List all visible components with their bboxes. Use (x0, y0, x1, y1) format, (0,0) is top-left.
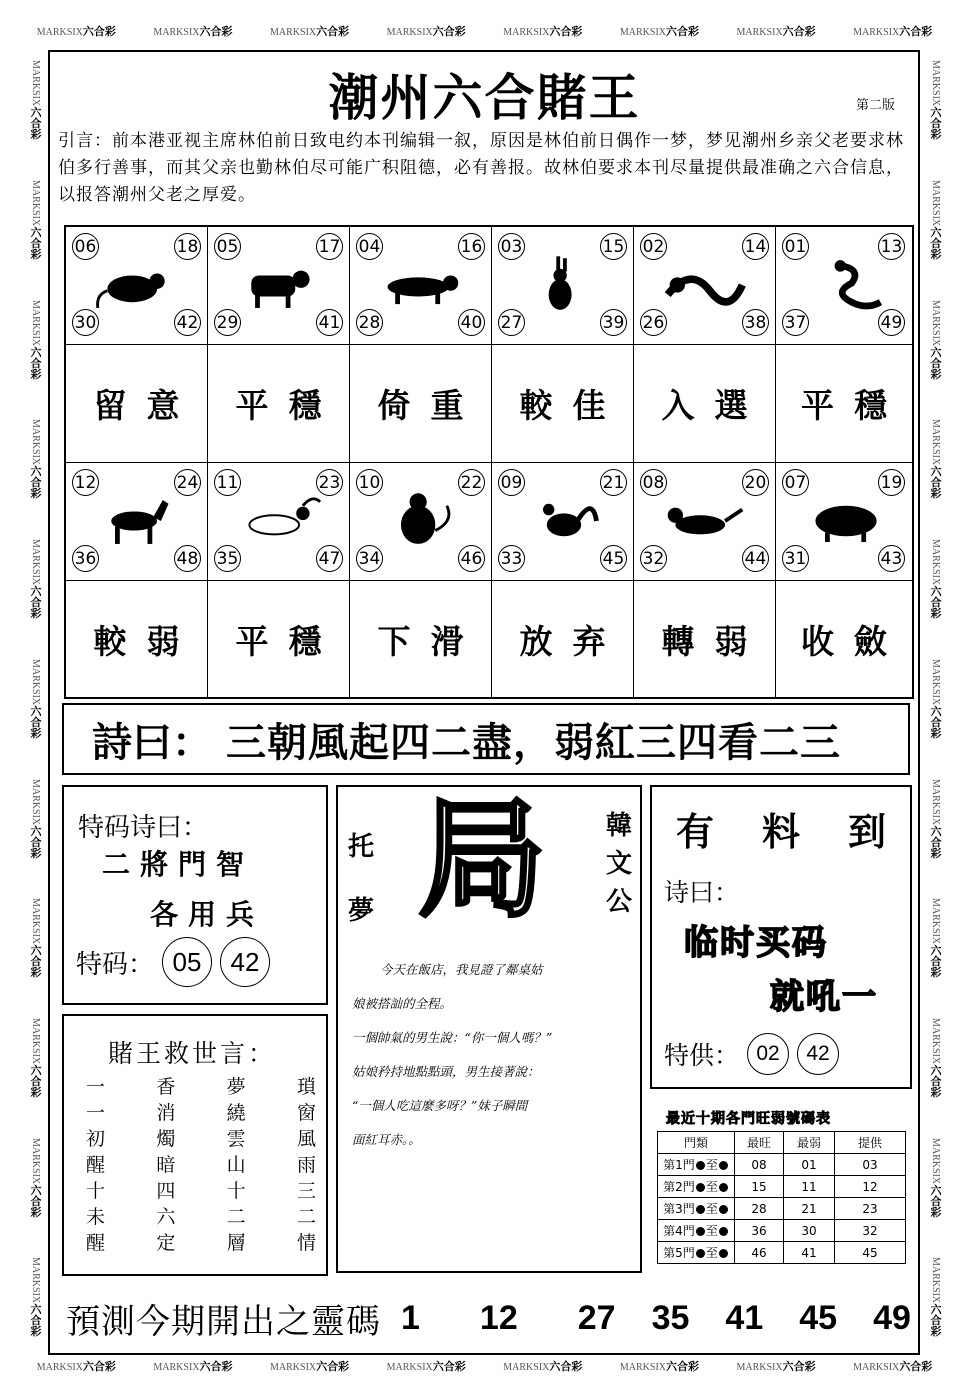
brand-mark: MARKSIX六合彩 (929, 299, 942, 379)
rooster-icon (520, 491, 606, 551)
prediction-number: 27 (577, 1298, 616, 1337)
brand-mark: MARKSIX六合彩 (29, 898, 42, 978)
brand-mark: MARKSIX六合彩 (29, 1018, 42, 1098)
dragon-icon (662, 255, 748, 315)
number-ball: 39 (600, 309, 627, 336)
number-ball: 27 (498, 309, 525, 336)
history-hot: 36 (735, 1220, 784, 1242)
saving-words-box (62, 1014, 328, 1276)
dream-right-char-3: 公 (605, 887, 632, 917)
dog-icon (662, 491, 748, 551)
dream-right-char-1: 韓 (605, 811, 632, 841)
saving-words-char: 二 (226, 1206, 246, 1228)
history-col-hot: 最旺 (735, 1132, 784, 1154)
saving-words-char: 層 (226, 1232, 246, 1254)
special-code-2: 42 (220, 937, 270, 987)
to-label: 至 (705, 1158, 718, 1172)
dream-box (336, 785, 642, 1273)
zodiac-cell (350, 463, 492, 581)
ball-icon (696, 1249, 705, 1258)
gate-label: 第4門 (663, 1224, 695, 1238)
status-text: 收斂 (801, 621, 907, 661)
history-gate (658, 1220, 735, 1242)
number-ball: 28 (356, 309, 383, 336)
number-ball: 42 (174, 309, 201, 336)
zodiac-cell (634, 463, 776, 581)
number-ball: 22 (458, 469, 485, 496)
brand-mark: MARKSIX六合彩 (736, 25, 816, 38)
number-ball: 30 (72, 309, 99, 336)
number-ball: 49 (878, 309, 905, 336)
number-ball: 11 (214, 469, 241, 496)
saving-words-char: 山 (226, 1154, 246, 1176)
gate-label: 第2門 (663, 1180, 695, 1194)
dream-left-char-1: 托 (348, 832, 375, 862)
saving-words-column (227, 1074, 246, 1256)
status-cell (208, 345, 350, 463)
edition-label: 第二版 (856, 98, 896, 113)
brand-mark: MARKSIX六合彩 (853, 1360, 933, 1373)
brand-mark: MARKSIX六合彩 (29, 180, 42, 260)
history-tip: 45 (835, 1242, 906, 1264)
brand-mark: MARKSIX六合彩 (503, 25, 583, 38)
prediction-number: 45 (799, 1298, 838, 1337)
saving-words-char: 雨 (296, 1154, 316, 1176)
ball-icon (696, 1227, 705, 1236)
story-line: 姑娘矜持地點點頭，男生接著說： (352, 1064, 540, 1079)
zodiac-cell (776, 227, 912, 345)
saving-words-char: 十 (86, 1180, 106, 1202)
special-code-label: 特码： (76, 949, 155, 980)
hot-box (650, 785, 912, 1089)
number-ball: 24 (174, 469, 201, 496)
pig-icon (804, 491, 890, 551)
intro-text: 引言：前本港亚视主席林伯前日致电约本刊编辑一叙，原因是林伯前日偶作一梦，梦见潮州乡亲父老要求林伯多行善事，而其父亲也勤林伯尽可能广积阻德，必有善报。故林伯要求本刊尽量提供最准确之六合信息，以报答潮州父老之厚爱。 (58, 131, 904, 205)
snake-icon (804, 255, 890, 315)
saving-words-char: 十 (226, 1180, 246, 1202)
number-ball: 35 (214, 545, 241, 572)
brand-mark: MARKSIX六合彩 (929, 1137, 942, 1217)
hot-special-label: 特供： (664, 1041, 740, 1070)
status-text: 轉弱 (661, 621, 768, 661)
history-row (658, 1176, 906, 1198)
brand-mark: MARKSIX六合彩 (29, 539, 42, 619)
number-ball: 07 (782, 469, 809, 496)
hot-header-char-1: 有 (676, 810, 715, 854)
history-gate (658, 1198, 735, 1220)
brand-mark: MARKSIX六合彩 (736, 1360, 816, 1373)
status-cell (634, 581, 776, 697)
brand-mark: MARKSIX六合彩 (153, 25, 233, 38)
hot-header-char-3: 到 (847, 810, 886, 854)
number-ball: 23 (316, 469, 343, 496)
number-ball: 18 (174, 233, 201, 260)
brand-mark: MARKSIX六合彩 (853, 25, 933, 38)
story-line: 娘被搭訕的全程。 (352, 996, 453, 1011)
to-label: 至 (705, 1180, 718, 1194)
saving-words-char: 情 (296, 1232, 316, 1254)
ball-icon (696, 1161, 705, 1170)
history-hot: 08 (735, 1154, 784, 1176)
ball-icon (719, 1227, 728, 1236)
poem-bar (62, 703, 910, 775)
prediction-row (66, 1293, 916, 1343)
status-cell (776, 581, 912, 697)
special-code-1: 05 (162, 937, 212, 987)
history-title: 最近十期各門旺弱號碼表 (666, 1111, 831, 1127)
brand-mark: MARKSIX六合彩 (29, 299, 42, 379)
brand-mark: MARKSIX六合彩 (29, 1137, 42, 1217)
tiger-icon (378, 255, 464, 315)
history-hot: 28 (735, 1198, 784, 1220)
status-text: 平穩 (235, 621, 342, 661)
number-ball: 44 (742, 545, 769, 572)
status-cell (208, 581, 350, 697)
brand-mark: MARKSIX六合彩 (929, 1018, 942, 1098)
status-cell (634, 345, 776, 463)
number-ball: 05 (214, 233, 241, 260)
number-ball: 36 (72, 545, 99, 572)
special-poem-box (62, 785, 328, 1005)
brand-mark: MARKSIX六合彩 (270, 1360, 350, 1373)
dream-left-char-2: 夢 (348, 896, 375, 926)
brand-mark: MARKSIX六合彩 (270, 25, 350, 38)
brand-mark: MARKSIX六合彩 (619, 1360, 699, 1373)
special-code-row (76, 937, 270, 987)
ball-icon (696, 1205, 705, 1214)
history-hot: 46 (735, 1242, 784, 1264)
number-ball: 02 (640, 233, 667, 260)
history-tip: 32 (835, 1220, 906, 1242)
brand-mark: MARKSIX六合彩 (386, 25, 466, 38)
number-ball: 41 (316, 309, 343, 336)
status-text: 較弱 (93, 621, 200, 661)
history-row (658, 1154, 906, 1176)
saving-words-column (156, 1074, 175, 1256)
number-ball: 29 (214, 309, 241, 336)
brand-mark: MARKSIX六合彩 (929, 539, 942, 619)
story-line: 面紅耳赤。。 (352, 1132, 421, 1147)
border-right (926, 40, 944, 1357)
number-ball: 45 (600, 545, 627, 572)
hot-poem-line2: 就吼一 (770, 977, 878, 1017)
number-ball: 08 (640, 469, 667, 496)
prediction-number: 41 (725, 1298, 764, 1337)
saving-words-char: 雲 (226, 1128, 246, 1150)
special-poem-line2: 各用兵 (150, 898, 265, 931)
zodiac-cell (492, 227, 634, 345)
history-weak: 21 (784, 1198, 835, 1220)
saving-words-char: 三 (296, 1180, 316, 1202)
saving-words-char: 二 (296, 1206, 316, 1228)
status-cell (492, 345, 634, 463)
prediction-number: 49 (873, 1298, 911, 1337)
number-ball: 01 (782, 233, 809, 260)
number-ball: 26 (640, 309, 667, 336)
number-ball: 12 (72, 469, 99, 496)
brand-mark: MARKSIX六合彩 (153, 1360, 233, 1373)
status-text: 放弃 (519, 621, 626, 661)
saving-words-char: 暗 (156, 1154, 176, 1176)
saving-words-char: 夢 (226, 1076, 246, 1098)
saving-words-char: 六 (156, 1206, 176, 1228)
hot-poem-line1: 临时买码 (684, 923, 828, 963)
gate-label: 第1門 (663, 1158, 695, 1172)
number-ball: 14 (742, 233, 769, 260)
history-header-row (658, 1132, 906, 1154)
history-col-gate: 門類 (658, 1132, 735, 1154)
history-weak: 30 (784, 1220, 835, 1242)
saving-words-char: 瑣 (296, 1076, 316, 1098)
number-ball: 03 (498, 233, 525, 260)
number-ball: 06 (72, 233, 99, 260)
zodiac-grid (64, 225, 914, 699)
story-line: 今天在飯店，我見證了鄰桌姑 (380, 962, 543, 977)
number-ball: 21 (600, 469, 627, 496)
prediction-numbers (401, 1299, 911, 1338)
saving-words-char: 定 (156, 1232, 176, 1254)
zodiac-cell (66, 463, 208, 581)
to-label: 至 (705, 1224, 718, 1238)
special-poem-line1: 二將門智 (102, 848, 255, 881)
brand-mark: MARKSIX六合彩 (29, 419, 42, 499)
zodiac-cell (776, 463, 912, 581)
saving-words-char: 醒 (86, 1232, 106, 1254)
saving-words-char: 窗 (296, 1102, 316, 1124)
history-col-tip: 提供 (835, 1132, 906, 1154)
history-weak: 11 (784, 1176, 835, 1198)
status-text: 入選 (661, 386, 768, 425)
number-ball: 15 (600, 233, 627, 260)
border-bottom (18, 1357, 951, 1375)
number-ball: 32 (640, 545, 667, 572)
hot-code-1: 02 (747, 1033, 789, 1075)
saving-words-char: 醒 (86, 1154, 106, 1176)
dream-left-text (348, 815, 374, 943)
brand-mark: MARKSIX六合彩 (386, 1360, 466, 1373)
brand-mark: MARKSIX六合彩 (929, 419, 942, 499)
status-cell (350, 581, 492, 697)
number-ball: 16 (458, 233, 485, 260)
history-col-weak: 最弱 (784, 1132, 835, 1154)
history-tip: 12 (835, 1176, 906, 1198)
number-ball: 38 (742, 309, 769, 336)
zodiac-cell (208, 463, 350, 581)
history-weak: 41 (784, 1242, 835, 1264)
history-row (658, 1242, 906, 1264)
number-ball: 40 (458, 309, 485, 336)
prediction-label: 預測今期開出之靈碼 (66, 1301, 381, 1342)
history-table (657, 1131, 906, 1264)
prediction-number: 35 (651, 1298, 690, 1337)
zodiac-cell (634, 227, 776, 345)
saving-words-char: 一 (86, 1102, 106, 1124)
border-left (26, 40, 44, 1357)
number-ball: 31 (782, 545, 809, 572)
number-ball: 04 (356, 233, 383, 260)
brand-mark: MARKSIX六合彩 (929, 1257, 942, 1337)
saving-words-char: 繞 (226, 1102, 246, 1124)
status-text: 較佳 (519, 386, 626, 425)
brand-mark: MARKSIX六合彩 (29, 60, 42, 140)
saving-words-char: 四 (156, 1180, 176, 1202)
ball-icon (719, 1205, 728, 1214)
number-ball: 19 (878, 469, 905, 496)
status-text: 平穩 (801, 386, 907, 425)
brand-mark: MARKSIX六合彩 (36, 25, 116, 38)
prediction-number: 12 (479, 1298, 518, 1337)
number-ball: 20 (742, 469, 769, 496)
history-weak: 01 (784, 1154, 835, 1176)
status-cell (776, 345, 912, 463)
zodiac-cell (492, 463, 634, 581)
to-label: 至 (705, 1246, 718, 1260)
history-row (658, 1198, 906, 1220)
saving-words-char: 燭 (156, 1128, 176, 1150)
status-cell (66, 345, 208, 463)
status-text: 倚重 (377, 386, 484, 425)
border-top (18, 22, 951, 40)
saving-words-column (86, 1074, 105, 1256)
saving-words-char: 未 (86, 1206, 106, 1228)
number-ball: 17 (316, 233, 343, 260)
page-title: 潮州六合賭王 (328, 68, 641, 127)
saving-words-char: 風 (296, 1128, 316, 1150)
horse-icon (94, 491, 180, 551)
number-ball: 48 (174, 545, 201, 572)
history-row (658, 1220, 906, 1242)
saving-words-columns (86, 1074, 316, 1256)
brand-mark: MARKSIX六合彩 (503, 1360, 583, 1373)
brand-mark: MARKSIX六合彩 (929, 658, 942, 739)
number-ball: 34 (356, 545, 383, 572)
brand-mark: MARKSIX六合彩 (29, 778, 42, 858)
history-tip: 23 (835, 1198, 906, 1220)
history-hot: 15 (735, 1176, 784, 1198)
brand-mark: MARKSIX六合彩 (29, 1257, 42, 1337)
ball-icon (719, 1249, 728, 1258)
saving-words-char: 初 (86, 1128, 106, 1150)
gate-label: 第5門 (663, 1246, 695, 1260)
hot-header (676, 801, 886, 856)
brand-mark: MARKSIX六合彩 (929, 778, 942, 858)
saving-words-char: 消 (156, 1102, 176, 1124)
goat-icon (236, 491, 322, 551)
saving-words-title: 賭王救世言： (108, 1039, 277, 1068)
zodiac-cell (66, 227, 208, 345)
brand-mark: MARKSIX六合彩 (29, 658, 42, 739)
number-ball: 46 (458, 545, 485, 572)
number-ball: 09 (498, 469, 525, 496)
ox-icon (236, 255, 322, 315)
dream-big-char: 局 (418, 786, 547, 935)
saving-words-char: 一 (86, 1076, 106, 1098)
rat-icon (94, 255, 180, 315)
gate-label: 第3門 (663, 1202, 695, 1216)
saving-words-column (297, 1074, 316, 1256)
number-ball: 13 (878, 233, 905, 260)
dream-story (352, 953, 632, 1157)
ball-icon (719, 1161, 728, 1170)
ball-icon (719, 1183, 728, 1192)
poem-text: 三朝風起四二盡，弱紅三四看二三 (226, 719, 841, 766)
rabbit-icon (520, 255, 606, 315)
history-gate (658, 1154, 735, 1176)
special-poem-label: 特码诗曰： (78, 813, 209, 843)
history-gate (658, 1176, 735, 1198)
monkey-icon (378, 491, 464, 551)
story-line: “一個人吃這麼多呀？”妹子瞬間 (352, 1098, 528, 1113)
status-cell (66, 581, 208, 697)
brand-mark: MARKSIX六合彩 (619, 25, 699, 38)
status-cell (492, 581, 634, 697)
number-ball: 33 (498, 545, 525, 572)
zodiac-cell (208, 227, 350, 345)
brand-mark: MARKSIX六合彩 (929, 180, 942, 260)
number-ball: 10 (356, 469, 383, 496)
hot-poem-label: 诗曰： (664, 878, 740, 907)
number-ball: 43 (878, 545, 905, 572)
history-tip: 03 (835, 1154, 906, 1176)
prediction-number: 1 (401, 1298, 420, 1337)
to-label: 至 (705, 1202, 718, 1216)
status-text: 留意 (93, 386, 200, 425)
saving-words-char: 香 (156, 1076, 176, 1098)
brand-mark: MARKSIX六合彩 (929, 898, 942, 978)
brand-mark: MARKSIX六合彩 (36, 1360, 116, 1373)
status-text: 平穩 (235, 386, 342, 425)
status-text: 下滑 (377, 621, 484, 661)
hot-special-row (664, 1033, 839, 1075)
status-cell (350, 345, 492, 463)
history-gate (658, 1242, 735, 1264)
poem-label: 詩曰： (92, 719, 212, 766)
dream-right-text (606, 807, 632, 921)
zodiac-cell (350, 227, 492, 345)
ball-icon (696, 1183, 705, 1192)
number-ball: 37 (782, 309, 809, 336)
hot-code-2: 42 (797, 1033, 839, 1075)
hot-header-char-2: 料 (761, 810, 800, 854)
number-ball: 47 (316, 545, 343, 572)
story-line: 一個帥氣的男生說：“你一個人嗎？” (352, 1030, 553, 1045)
brand-mark: MARKSIX六合彩 (929, 60, 942, 140)
dream-right-char-2: 文 (605, 849, 632, 879)
